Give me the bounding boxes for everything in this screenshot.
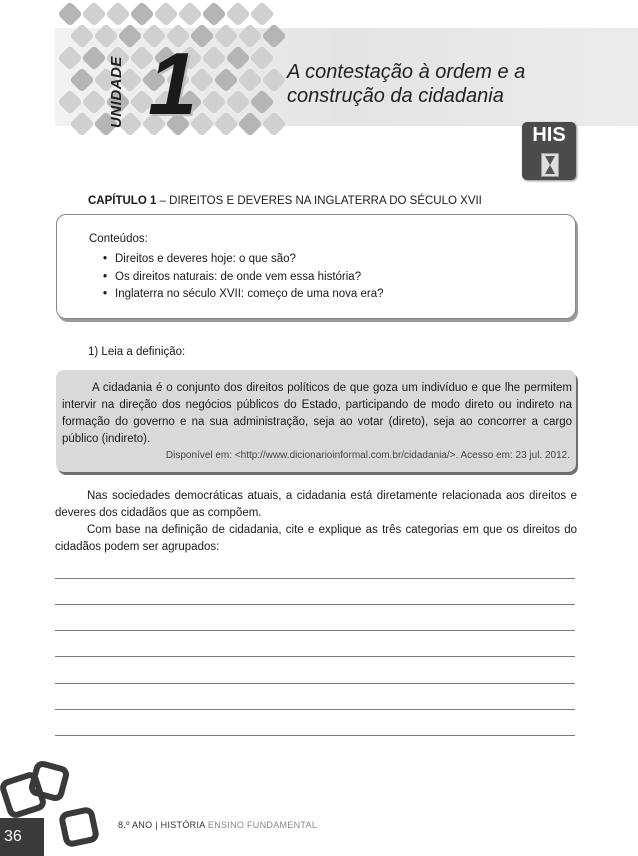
contents-item: • Inglaterra no século XVII: começo de uma nova era?	[103, 286, 384, 304]
unit-title-line-2: construção da cidadania	[287, 85, 504, 107]
definition-source: Disponível em: <http://www.dicionarioinformal.com.br/cidadania/>. Acesso em: 23 jul. 2012.	[165, 450, 570, 461]
footer-subject: HISTÓRIA	[160, 820, 206, 830]
chapter-heading	[88, 195, 482, 207]
chapter-title: – DIREITOS E DEVERES NA INGLATERRA DO SÉCULO XVII	[156, 195, 482, 207]
answer-line[interactable]	[55, 709, 575, 710]
question-prompt: 1) Leia a definição:	[88, 346, 186, 358]
answer-line[interactable]	[55, 656, 575, 657]
chapter-number: CAPÍTULO 1	[88, 195, 157, 207]
definition-text: A cidadania é o conjunto dos direitos políticos de que goza um indivíduo e que lhe permitem intervir na direção dos negócios públicos do Estado, participando de modo direto ou indireto na formação do governo e na sua administração, seja ao votar (direto), seja ao concorrer a cargo público (indireto).	[62, 382, 572, 445]
answer-line[interactable]	[55, 735, 575, 736]
contents-item: • Os direitos naturais: de onde vem essa história?	[103, 269, 384, 287]
unit-title-line-1: A contestação à ordem e a	[287, 61, 526, 83]
footer-caption: 8.º ANO | HISTÓRIA ENSINO FUNDAMENTAL	[118, 820, 318, 830]
hourglass-icon	[541, 153, 559, 177]
contents-box	[56, 214, 576, 319]
answer-line[interactable]	[55, 578, 575, 579]
paragraph-context: Nas sociedades democráticas atuais, a cidadania está diretamente relacionada aos direitos e deveres dos cidadãos que as compõem.	[55, 490, 577, 519]
footer-level: ENSINO FUNDAMENTAL	[207, 820, 318, 830]
contents-title: Conteúdos:	[89, 233, 148, 245]
unit-label: UNIDADE	[108, 56, 125, 128]
subject-badge	[522, 122, 576, 180]
answer-line[interactable]	[55, 683, 575, 684]
unit-number: 1	[148, 34, 197, 133]
contents-item: • Direitos e deveres hoje: o que são?	[103, 251, 384, 269]
answer-line[interactable]	[55, 604, 575, 605]
footer-grade: 8.º ANO	[118, 820, 153, 830]
page-number: 36	[4, 828, 22, 845]
subject-badge-label: HIS	[532, 124, 566, 146]
answer-line[interactable]	[55, 630, 575, 631]
unit-title	[287, 60, 587, 108]
definition-box	[56, 370, 576, 472]
contents-list	[103, 251, 384, 304]
paragraph-instruction: Com base na definição de cidadania, cite e explique as três categorias em que os direitos do cidadãos podem ser agrupados:	[55, 524, 577, 553]
